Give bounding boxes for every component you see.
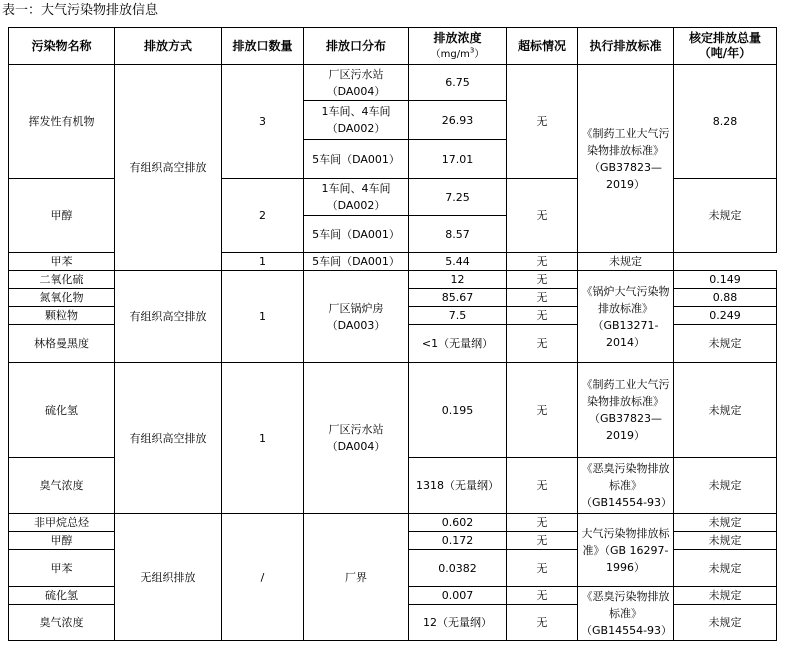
table-row — [9, 363, 777, 458]
concentration-cell: 1318（无量纲） — [409, 458, 507, 514]
method-cell: 有组织高空排放 — [115, 363, 222, 514]
distribution-cell: 厂界 — [304, 514, 409, 641]
concentration-cell: 12（无量纲） — [409, 605, 507, 641]
concentration-cell: 85.67 — [409, 289, 507, 307]
pollutant-cell: 硫化氢 — [9, 587, 115, 605]
header-total-line1: 核定排放总量 — [688, 31, 761, 45]
pollutant-cell: 甲苯 — [9, 253, 115, 271]
header-concentration — [409, 28, 507, 65]
exceed-cell: 无 — [507, 65, 578, 179]
header-exceed: 超标情况 — [507, 28, 578, 65]
header-row — [9, 28, 777, 65]
standard-cell: 大气污染物排放标准》（GB 16297-1996） — [578, 514, 674, 587]
standard-cell: 《恶臭污染物排放标准》（GB14554-93） — [578, 458, 674, 514]
concentration-cell: <1（无量纲） — [409, 325, 507, 363]
concentration-cell: 12 — [409, 271, 507, 289]
total-cell: 未规定 — [578, 253, 674, 271]
exceed-cell: 无 — [507, 289, 578, 307]
exceed-cell: 无 — [507, 514, 578, 532]
header-pollutant: 污染物名称 — [9, 28, 115, 65]
method-cell: 有组织高空排放 — [115, 271, 222, 363]
concentration-cell: 7.25 — [409, 179, 507, 216]
header-concentration-unit — [430, 46, 485, 60]
exceed-cell: 无 — [507, 325, 578, 363]
total-cell: 8.28 — [674, 65, 777, 179]
total-cell: 未规定 — [674, 363, 777, 458]
distribution-cell: 5车间（DA001） — [304, 253, 409, 271]
standard-cell: 《制药工业大气污染物排放标准》（GB37823—2019） — [578, 65, 674, 253]
method-cell: 无组织排放 — [115, 514, 222, 641]
exceed-cell: 无 — [507, 458, 578, 514]
outlet-count-cell: 2 — [222, 179, 304, 253]
standard-cell: 《恶臭污染物排放标准》（GB14554-93） — [578, 587, 674, 641]
concentration-cell: 0.172 — [409, 532, 507, 550]
concentration-cell: 0.007 — [409, 587, 507, 605]
total-cell: 0.249 — [674, 307, 777, 325]
header-total-line2: （吨/年） — [698, 46, 752, 60]
exceed-cell: 无 — [507, 179, 578, 253]
outlet-count-cell: 1 — [222, 363, 304, 514]
table-row — [9, 271, 777, 289]
exceed-cell: 无 — [507, 363, 578, 458]
concentration-cell: 0.602 — [409, 514, 507, 532]
concentration-cell: 26.93 — [409, 101, 507, 140]
distribution-cell: 1车间、4车间（DA002） — [304, 179, 409, 216]
pollutant-cell: 挥发性有机物 — [9, 65, 115, 179]
total-cell: 未规定 — [674, 514, 777, 532]
table-row — [9, 65, 777, 101]
emission-table — [8, 27, 777, 641]
distribution-cell: 5车间（DA001） — [304, 140, 409, 179]
pollutant-cell: 颗粒物 — [9, 307, 115, 325]
total-cell: 未规定 — [674, 532, 777, 550]
header-outlet-distribution: 排放口分布 — [304, 28, 409, 65]
header-standard: 执行排放标准 — [578, 28, 674, 65]
method-cell: 有组织高空排放 — [115, 65, 222, 271]
unit-sup: 3 — [469, 46, 475, 55]
pollutant-cell: 林格曼黑度 — [9, 325, 115, 363]
concentration-cell: 7.5 — [409, 307, 507, 325]
distribution-cell: 1车间、4车间（DA002） — [304, 101, 409, 140]
total-cell: 未规定 — [674, 587, 777, 605]
pollutant-cell: 非甲烷总烃 — [9, 514, 115, 532]
outlet-count-cell: 3 — [222, 65, 304, 179]
header-outlet-count: 排放口数量 — [222, 28, 304, 65]
outlet-count-cell: 1 — [222, 253, 304, 271]
total-cell: 0.88 — [674, 289, 777, 307]
total-cell: 未规定 — [674, 550, 777, 587]
distribution-cell: 厂区锅炉房（DA003） — [304, 271, 409, 363]
pollutant-cell: 硫化氢 — [9, 363, 115, 458]
total-cell: 未规定 — [674, 458, 777, 514]
unit-prefix: （mg/m — [430, 48, 470, 60]
pollutant-cell: 臭气浓度 — [9, 458, 115, 514]
concentration-cell: 5.44 — [409, 253, 507, 271]
concentration-cell: 8.57 — [409, 216, 507, 253]
standard-cell: 《制药工业大气污染物排放标准》（GB37823—2019） — [578, 363, 674, 458]
total-cell: 未规定 — [674, 325, 777, 363]
distribution-cell: 厂区污水站（DA004） — [304, 363, 409, 514]
exceed-cell: 无 — [507, 550, 578, 587]
exceed-cell: 无 — [507, 307, 578, 325]
outlet-count-cell: 1 — [222, 271, 304, 363]
concentration-cell: 0.195 — [409, 363, 507, 458]
header-concentration-label: 排放浓度 — [433, 30, 482, 45]
pollutant-cell: 甲醇 — [9, 532, 115, 550]
unit-suffix: ） — [474, 48, 485, 60]
header-method: 排放方式 — [115, 28, 222, 65]
exceed-cell: 无 — [507, 271, 578, 289]
total-cell: 未规定 — [674, 605, 777, 641]
pollutant-cell: 氮氧化物 — [9, 289, 115, 307]
distribution-cell: 5车间（DA001） — [304, 216, 409, 253]
distribution-cell: 厂区污水站（DA004） — [304, 65, 409, 101]
exceed-cell: 无 — [507, 605, 578, 641]
table-row — [9, 514, 777, 532]
exceed-cell: 无 — [507, 587, 578, 605]
table-caption: 表一：大气污染物排放信息 — [2, 3, 159, 18]
header-total — [674, 28, 777, 65]
exceed-cell: 无 — [507, 253, 578, 271]
total-cell: 0.149 — [674, 271, 777, 289]
pollutant-cell: 甲醇 — [9, 179, 115, 253]
concentration-cell: 0.0382 — [409, 550, 507, 587]
pollutant-cell: 二氧化硫 — [9, 271, 115, 289]
standard-cell: 《锅炉大气污染物排放标准》（GB13271-2014） — [578, 271, 674, 363]
pollutant-cell: 甲苯 — [9, 550, 115, 587]
total-cell: 未规定 — [674, 179, 777, 253]
pollutant-cell: 臭气浓度 — [9, 605, 115, 641]
concentration-cell: 17.01 — [409, 140, 507, 179]
exceed-cell: 无 — [507, 532, 578, 550]
concentration-cell: 6.75 — [409, 65, 507, 101]
outlet-count-cell: / — [222, 514, 304, 641]
